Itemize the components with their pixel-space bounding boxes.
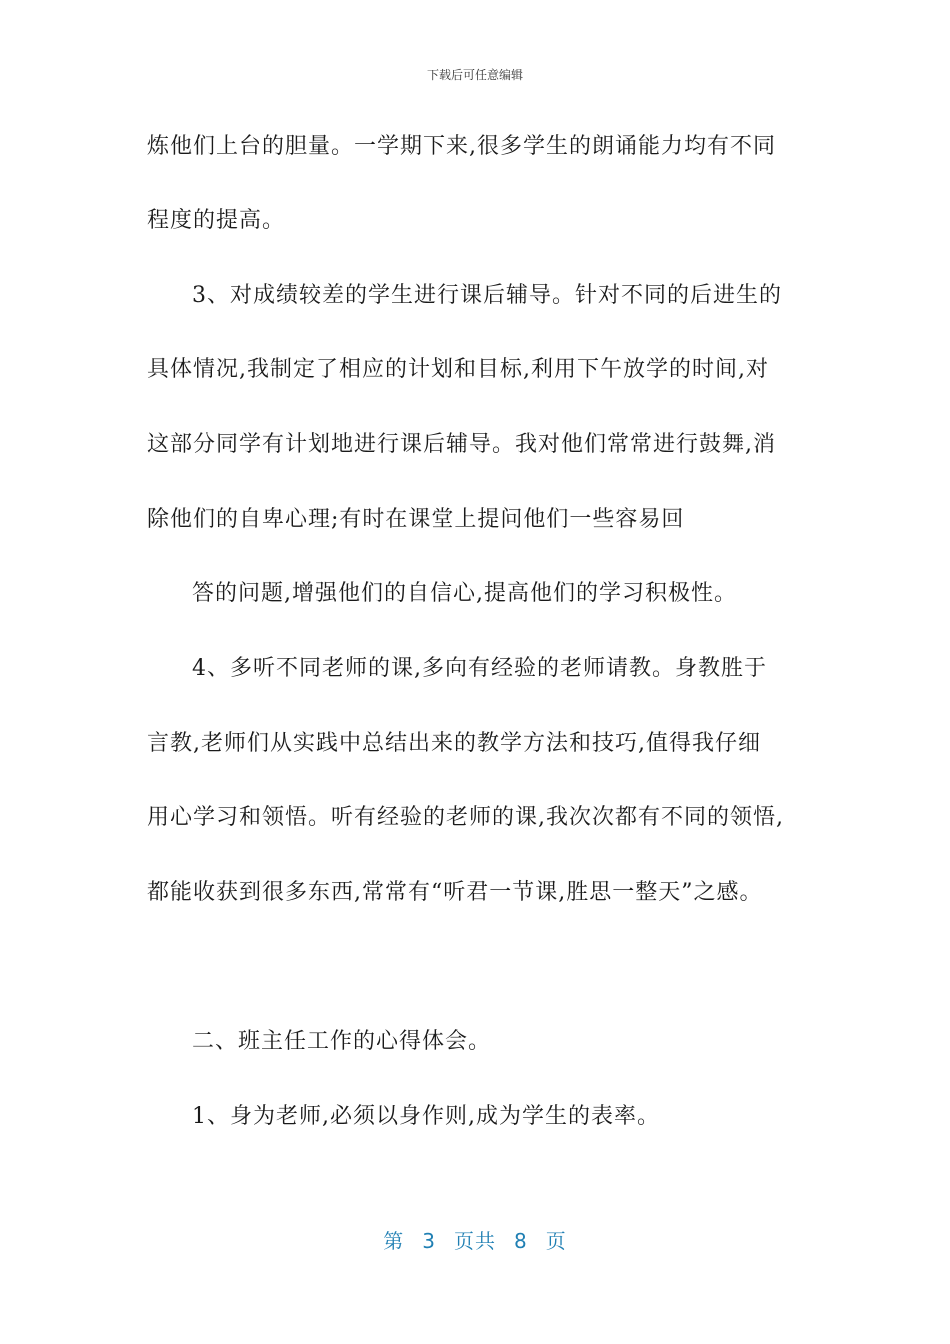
body-line: 这部分同学有计划地进行课后辅导。我对他们常常进行鼓舞,消 [147,432,776,457]
header-note: 下载后可任意编辑 [426,68,523,82]
body-line: 除他们的自卑心理;有时在课堂上提问他们一些容易回 [147,507,685,532]
total-pages-number: 8 [514,1229,528,1253]
page-label-mid: 页共 [454,1229,496,1253]
body-line: 3、对成绩较差的学生进行课后辅导。针对不同的后进生的 [192,283,782,308]
body-line: 程度的提高。 [147,208,286,233]
section-heading: 二、班主任工作的心得体会。 [192,1029,492,1054]
body-line: 都能收获到很多东西,常常有“听君一节课,胜思一整天”之感。 [147,880,763,905]
page-label-prefix: 第 [383,1229,405,1253]
current-page-number: 3 [422,1229,436,1253]
page-footer [0,1225,950,1254]
body-line: 答的问题,增强他们的自信心,提高他们的学习积极性。 [192,581,737,606]
body-line: 1、身为老师,必须以身作则,成为学生的表率。 [192,1104,660,1129]
page-label-suffix: 页 [545,1229,567,1253]
body-line: 用心学习和领悟。听有经验的老师的课,我次次都有不同的领悟, [147,805,784,830]
body-line: 4、多听不同老师的课,多向有经验的老师请教。身教胜于 [192,656,767,681]
body-line: 具体情况,我制定了相应的计划和目标,利用下午放学的时间,对 [147,357,769,382]
body-line: 言教,老师们从实践中总结出来的教学方法和技巧,值得我仔细 [147,731,761,756]
body-line: 炼他们上台的胆量。一学期下来,很多学生的朗诵能力均有不同 [147,134,776,159]
